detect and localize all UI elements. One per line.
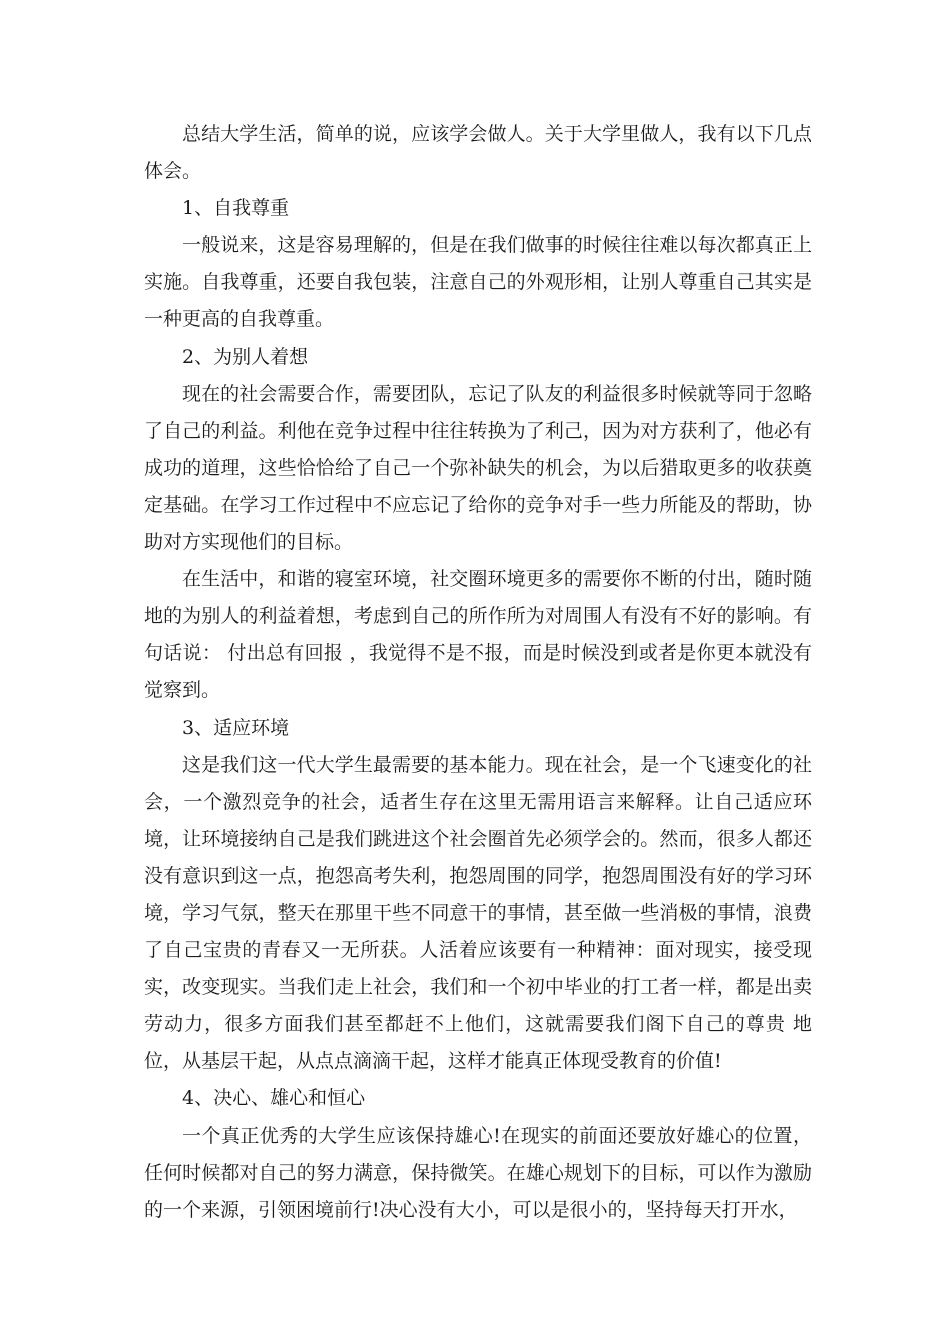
consider-others-paragraph-1: 现在的社会需要合作，需要团队，忘记了队友的利益很多时候就等同于忽略了自己的利益。利他在竞争过程中往往转换为了利己，因为对方获利了，他必有成功的道理，这些恰恰给了自己一个弥补缺失的机会，为以后猎取更多的收获奠定基础。在学习工作过程中不应忘记了给你的竞争对手一些力所能及的帮助，协助对方实现他们的目标。 — [144, 382, 812, 554]
section-heading-determination: 4、决心、雄心和恒心 — [182, 1087, 366, 1110]
section-heading-adapt-environment: 3、适应环境 — [182, 716, 290, 739]
section-heading-self-respect: 1、自我尊重 — [182, 197, 290, 220]
intro-paragraph: 总结大学生活，简单的说，应该学会做人。关于大学里做人，我有以下几点体会。 — [144, 123, 812, 183]
determination-paragraph: 一个真正优秀的大学生应该保持雄心!在现实的前面还要放好雄心的位置，任何时候都对自己的努力满意，保持微笑。在雄心规划下的目标，可以作为激励的一个来源，引领困境前行!决心没有大小，可以是很小的，坚持每天打开水， — [144, 1124, 812, 1221]
section-heading-consider-others: 2、为别人着想 — [182, 345, 309, 368]
document-body — [144, 116, 812, 1229]
self-respect-paragraph: 一般说来，这是容易理解的，但是在我们做事的时候往往难以每次都真正上实施。自我尊重，还要自我包装，注意自己的外观形相，让别人尊重自己其实是一种更高的自我尊重。 — [144, 234, 812, 331]
adapt-environment-paragraph: 这是我们这一代大学生最需要的基本能力。现在社会，是一个飞速变化的社会，一个激烈竞争的社会，适者生存在这里无需用语言来解释。让自己适应环境，让环境接纳自己是我们跳进这个社会圈首先必须学会的。然而，很多人都还没有意识到这一点，抱怨高考失利，抱怨周围的同学，抱怨周围没有好的学习环境，学习气氛，整天在那里干些不同意干的事情，甚至做一些消极的事情，浪费了自己宝贵的青春又一无所获。人活着应该要有一种精神：面对现实，接受现实，改变现实。当我们走上社会，我们和一个初中毕业的打工者一样，都是出卖劳动力，很多方面我们甚至都赶不上他们，这就需要我们阁下自己的尊贵 地位，从基层干起，从点点滴滴干起，这样才能真正体现受教育的价值! — [144, 753, 812, 1073]
consider-others-paragraph-2: 在生活中，和谐的寝室环境，社交圈环境更多的需要你不断的付出，随时随地的为别人的利益着想，考虑到自己的所作所为对周围人有没有不好的影响。有句话说： 付出总有回报 ，我觉得不是不报，而是时候没到或者是你更本就没有觉察到。 — [144, 568, 812, 702]
